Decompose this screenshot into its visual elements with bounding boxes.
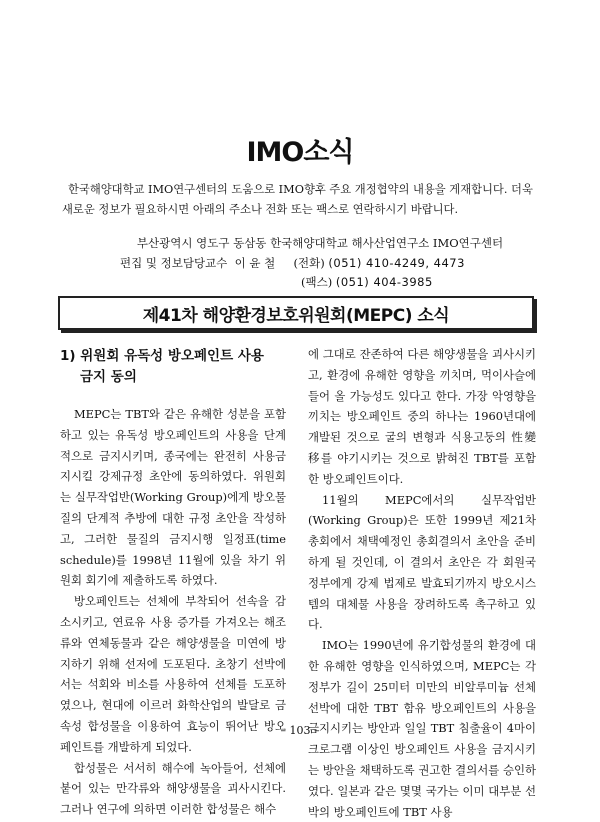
fax-label: (팩스) [301, 275, 333, 289]
page-title: IMO소식 [246, 137, 354, 168]
contact-person: 편집 및 정보담당교수 이 윤 철 [120, 256, 276, 270]
left-column [60, 346, 286, 820]
contact-address: 부산광역시 영도구 동삼동 한국해양대학교 해사산업연구소 IMO연구센터 [136, 236, 504, 250]
section-heading [60, 346, 286, 388]
body-paragraph: 11월의 MEPC에서의 실무작업반(Working Group)은 또한 1999년 제21차 총회에서 채택예정인 총회결의서 초안을 준비하게 될 것인데, 이 결의서 초안은 각 회원국 정부에게 강제 법제로 발효되기까지 방오시스템의 대체물 사용을 장려하도록 촉구하고 있다. [308, 492, 536, 632]
right-column [308, 344, 536, 822]
contact-block [120, 234, 520, 292]
body-paragraph: MEPC는 TBT와 같은 유해한 성분을 포함하고 있는 유독성 방오페인트의 사용을 단계적으로 금지시키며, 종국에는 완전히 사용금지시킬 강제규정 초안에 동의하였다. 위원회는 실무작업반(Working Group)에게 방오물질의 단계적 추방에 대한 규정 초안을 작성하고, 그러한 물질의 금지시행 일정표(time schedule)를 1998년 11월에 있을 차기 위원회 회기에 제출하도록 하였다. [60, 407, 286, 588]
intro-paragraph: 한국해양대학교 IMO연구센터의 도움으로 IMO향후 주요 개정협약의 내용을 게재합니다. 더욱 새로운 정보가 필요하시면 아래의 주소나 전화 또는 팩스로 연락하시기 바랍니다. [62, 183, 533, 216]
body-paragraph: IMO는 1990년에 유기합성물의 환경에 대한 유해한 영향을 인식하였으며, MEPC는 각 정부가 길이 25미터 미만의 비알루미늄 선체 선박에 대한 TBT 함유 방오페인트의 사용을 금지시키는 방안과 일일 TBT 침출율이 4마이크로그램 이상인 방오페인트 사용을 금지시키는 방안을 채택하도록 권고한 결의서를 승인하였다. 일본과 같은 몇몇 국가는 이미 대부분 선박의 방오페인트에 TBT 사용 [308, 638, 536, 819]
body-paragraph: 방오페인트는 선체에 부착되어 선속을 감소시키고, 연료유 사용 증가를 가져오는 해조류와 연체동물과 같은 해양생물을 미연에 방지하기 위해 선저에 도포된다. 초창기 선박에서는 석회와 비소를 사용하여 선체를 도포하였으나, 현대에 이르러 화학산업의 발달로 금속성 합성물을 이용하여 효능이 뛰어난 방오페인트를 개발하게 되었다. [60, 594, 286, 754]
phone-label: (전화) [293, 256, 325, 270]
contact-phone-row [120, 254, 520, 273]
section-heading-line2: 금지 동의 [80, 369, 137, 385]
phone-number: (051) 410-4249, 4473 [328, 256, 465, 270]
section-banner: 제41차 해양환경보호위원회(MEPC) 소식 [58, 296, 534, 330]
page-number: – 103 – [280, 724, 320, 737]
body-paragraph: 에 그대로 잔존하여 다른 해양생물을 괴사시키고, 환경에 유해한 영향을 끼치며, 먹이사슬에 들어 올 가능성도 있다고 한다. 가장 악영향을 끼치는 방오페인트 중의 하나는 1960년대에 개발된 것으로 굴의 변형과 식용고둥의 性變移를 야기시키는 것으로 밝혀진 TBT를 포함한 방오페인트이다. [308, 347, 536, 486]
body-paragraph: 합성물은 서서히 해수에 녹아들어, 선체에 붙어 있는 만각류와 해양생물을 괴사시킨다. 그러나 연구에 의하면 이러한 합성물은 해수 [60, 760, 286, 817]
section-heading-line1: 1) 위원회 유독성 방오페인트 사용 [60, 348, 264, 364]
fax-number: (051) 404-3985 [335, 275, 433, 289]
contact-fax-row [120, 273, 520, 292]
